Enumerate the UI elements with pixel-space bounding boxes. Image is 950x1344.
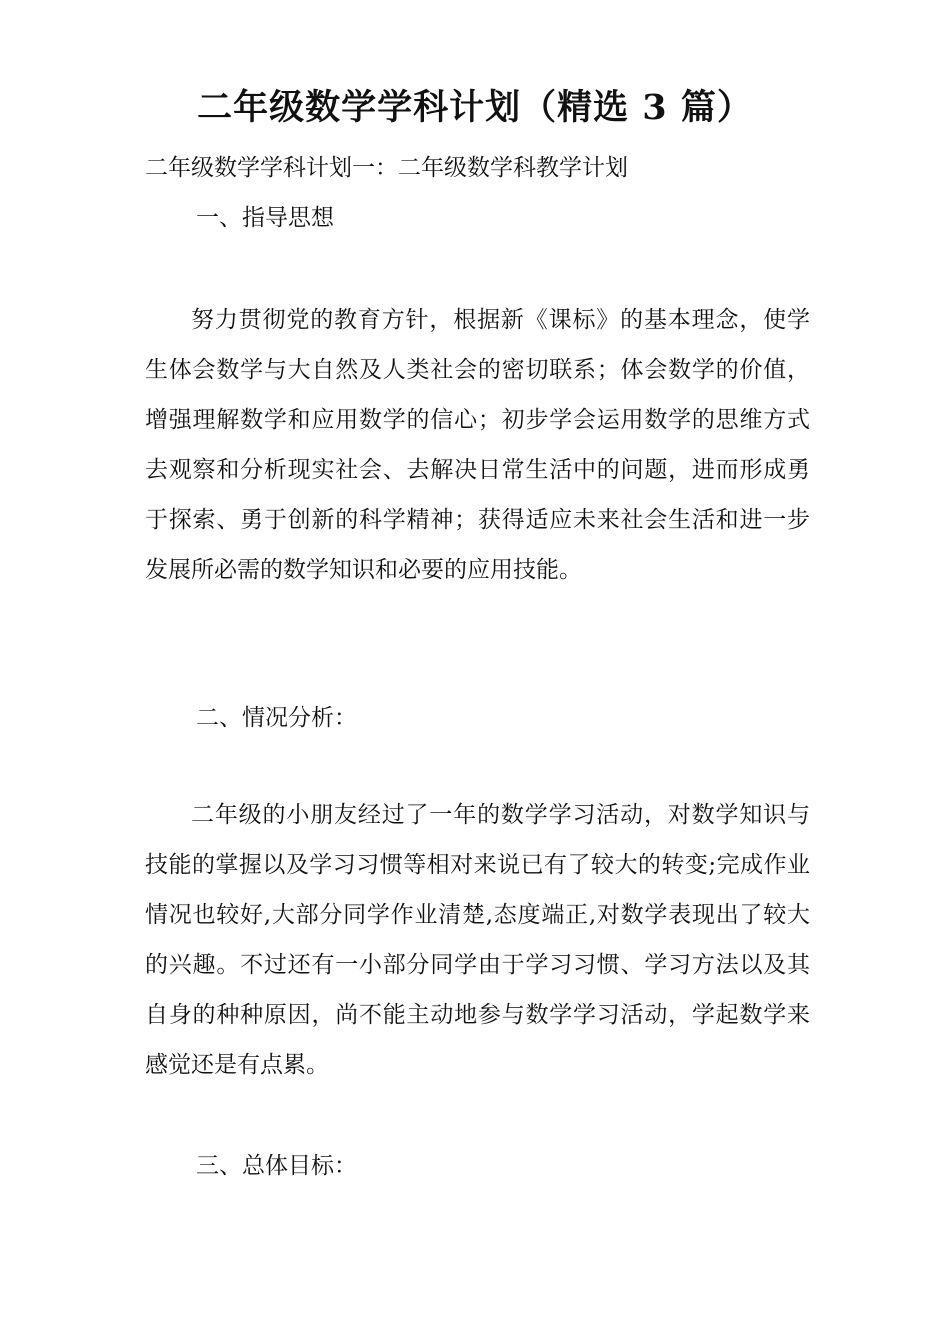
section-heading-guiding-ideology: 一、指导思想 xyxy=(196,205,334,231)
section-paragraph-guiding-ideology: 努力贯彻党的教育方针，根据新《课标》的基本理念，使学生体会数学与大自然及人类社会的密切联系；体会数学的价值，增强理解数学和应用数学的信心；初步学会运用数学的思维方式去观察和分析现实社会、去解决日常生活中的问题，进而形成勇于探索、勇于创新的科学精神；获得适应未来社会生活和进一步发展所必需的数学知识和必要的应用技能。 xyxy=(145,307,810,583)
document-subtitle: 二年级数学学科计划一：二年级数学科教学计划 xyxy=(145,155,628,181)
section-paragraph-situation-analysis: 二年级的小朋友经过了一年的数学学习活动，对数学知识与技能的掌握以及学习习惯等相对来说已有了较大的转变;完成作业情况也较好,大部分同学作业清楚,态度端正,对数学表现出了较大的兴趣。不过还有一小部分同学由于学习习惯、学习方法以及其自身的种种原因，尚不能主动地参与数学学习活动，学起数学来感觉还是有点累。 xyxy=(145,802,810,1078)
section-heading-situation-analysis: 二、情况分析： xyxy=(196,705,357,731)
document-title: 二年级数学学科计划（精选 3 篇） xyxy=(197,87,753,128)
section-heading-overall-goals: 三、总体目标： xyxy=(196,1153,357,1179)
